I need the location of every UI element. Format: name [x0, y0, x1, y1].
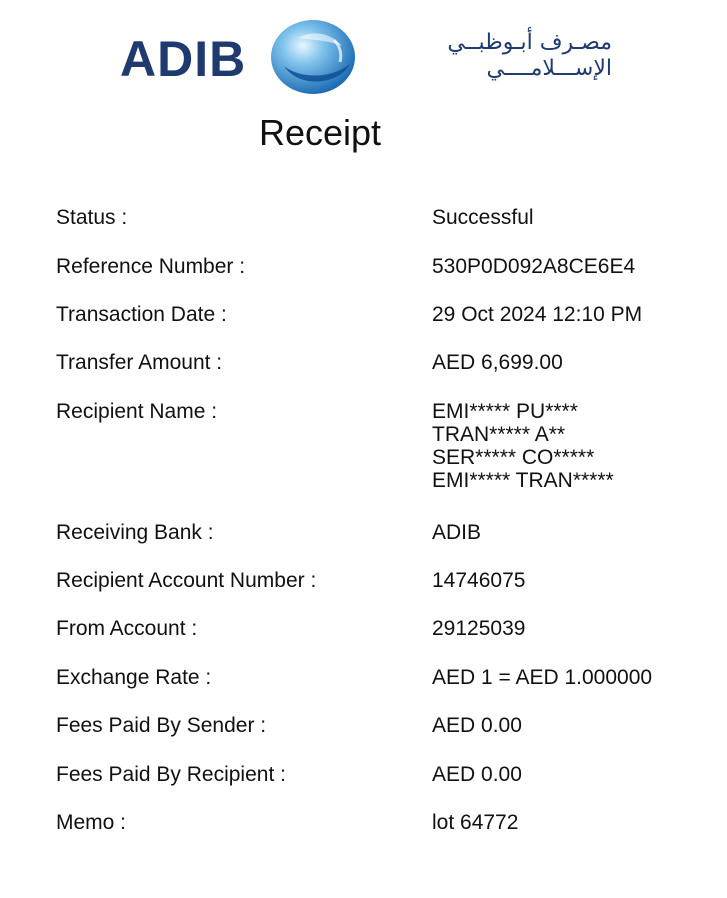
- detail-row: [56, 811, 696, 835]
- adib-logo-arabic: [376, 30, 612, 82]
- detail-row: [56, 351, 696, 375]
- receipt-title: Receipt: [258, 112, 382, 153]
- detail-value: lot 64772: [432, 811, 519, 834]
- adib-logo-arabic-line-1: مصـرف أبـوظبــي: [447, 30, 612, 55]
- detail-label: Fees Paid By Recipient :: [56, 763, 286, 786]
- detail-label: Recipient Name :: [56, 400, 218, 423]
- detail-label: Receiving Bank :: [56, 521, 214, 544]
- detail-value: AED 0.00: [432, 714, 522, 737]
- detail-value: 29 Oct 2024 12:10 PM: [432, 303, 643, 326]
- detail-value: AED 6,699.00: [432, 351, 563, 374]
- detail-row: [56, 617, 696, 641]
- detail-value-line: EMI***** PU****: [432, 400, 578, 423]
- receipt-header: [0, 14, 727, 104]
- detail-value-line: SER***** CO*****: [432, 446, 595, 469]
- detail-row: [56, 255, 696, 279]
- detail-label: Recipient Account Number :: [56, 569, 317, 592]
- adib-logo-text: ADIB: [120, 31, 247, 87]
- detail-value: 530P0D092A8CE6E4: [432, 255, 636, 278]
- detail-value: 29125039: [432, 617, 526, 640]
- adib-globe-logo-icon: [268, 18, 358, 96]
- detail-label: Transaction Date :: [56, 303, 227, 326]
- detail-value: 14746075: [432, 569, 526, 592]
- detail-value-line: EMI***** TRAN*****: [432, 469, 614, 492]
- detail-value-line: TRAN***** A**: [432, 423, 566, 446]
- detail-label: From Account :: [56, 617, 198, 640]
- detail-label: Fees Paid By Sender :: [56, 714, 267, 737]
- detail-value: AED 1 = AED 1.000000: [432, 666, 653, 689]
- detail-row: [56, 521, 696, 545]
- detail-row: [56, 763, 696, 787]
- adib-logo-arabic-line-2: الإســـلامــــي: [486, 56, 612, 81]
- detail-value: AED 0.00: [432, 763, 522, 786]
- detail-row: [56, 666, 696, 690]
- detail-row: [56, 569, 696, 593]
- detail-label: Memo :: [56, 811, 127, 834]
- detail-row: [56, 400, 696, 492]
- detail-value: [432, 400, 696, 492]
- detail-label: Transfer Amount :: [56, 351, 223, 374]
- detail-row: [56, 303, 696, 327]
- detail-value: ADIB: [432, 521, 482, 544]
- detail-value: Successful: [432, 206, 534, 229]
- detail-row: [56, 206, 696, 230]
- detail-label: Status :: [56, 206, 128, 229]
- detail-label: Exchange Rate :: [56, 666, 212, 689]
- detail-label: Reference Number :: [56, 255, 246, 278]
- detail-row: [56, 714, 696, 738]
